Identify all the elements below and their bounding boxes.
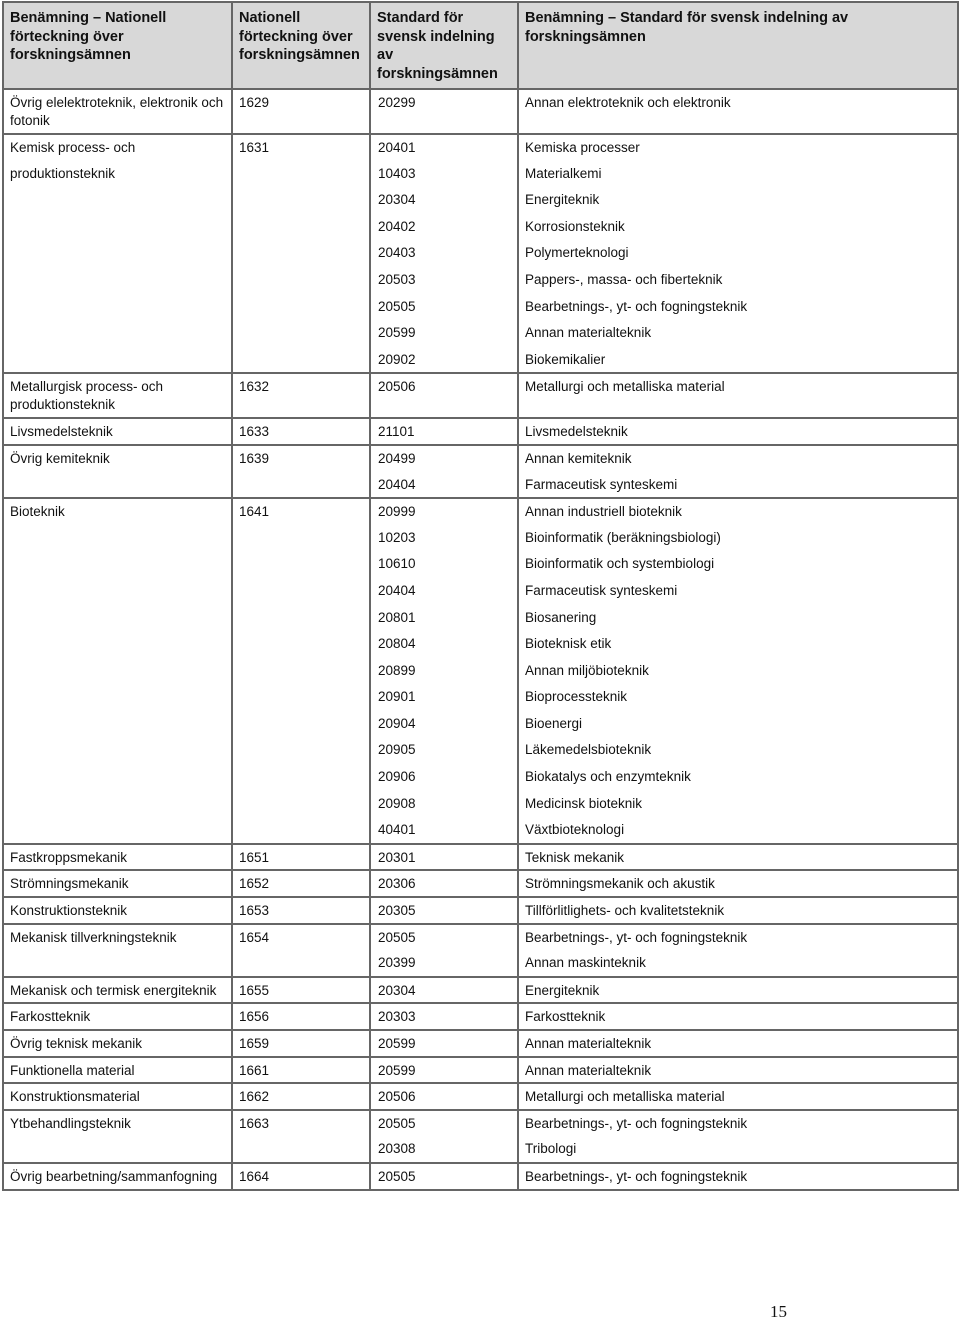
cell-national-code bbox=[232, 187, 370, 214]
cell-standard-name: Farkostteknik bbox=[518, 1003, 958, 1030]
cell-standard-code: 20906 bbox=[370, 764, 518, 791]
cell-standard-code: 20301 bbox=[370, 844, 518, 871]
cell-national-code bbox=[232, 631, 370, 658]
cell-national-name bbox=[3, 605, 232, 632]
cell-standard-name: Farmaceutisk synteskemi bbox=[518, 472, 958, 499]
cell-national-code: 1661 bbox=[232, 1057, 370, 1084]
table-row bbox=[3, 924, 958, 951]
cell-national-code bbox=[232, 294, 370, 321]
cell-national-name: Metallurgisk process- och produktionsteknik bbox=[3, 373, 232, 418]
cell-national-code: 1632 bbox=[232, 373, 370, 418]
cell-standard-name: Annan elektroteknik och elektronik bbox=[518, 89, 958, 134]
cell-national-name bbox=[3, 711, 232, 738]
cell-standard-name: Tillförlitlighets- och kvalitetsteknik bbox=[518, 897, 958, 924]
cell-national-code bbox=[232, 347, 370, 374]
cell-standard-code: 20505 bbox=[370, 294, 518, 321]
table-row bbox=[3, 658, 958, 685]
cell-national-name: Fastkroppsmekanik bbox=[3, 844, 232, 871]
cell-national-name bbox=[3, 240, 232, 267]
cell-national-name: Mekanisk tillverkningsteknik bbox=[3, 924, 232, 951]
cell-national-name bbox=[3, 347, 232, 374]
cell-standard-name: Metallurgi och metalliska material bbox=[518, 373, 958, 418]
cell-standard-name: Annan maskinteknik bbox=[518, 950, 958, 977]
cell-standard-code: 20506 bbox=[370, 1083, 518, 1110]
table-row bbox=[3, 373, 958, 418]
table-row bbox=[3, 1163, 958, 1190]
cell-national-name: Konstruktionsmaterial bbox=[3, 1083, 232, 1110]
table-row bbox=[3, 737, 958, 764]
table-row bbox=[3, 844, 958, 871]
cell-national-code bbox=[232, 578, 370, 605]
cell-standard-name: Annan materialteknik bbox=[518, 320, 958, 347]
table-row bbox=[3, 1030, 958, 1057]
table-row bbox=[3, 418, 958, 445]
table-row bbox=[3, 187, 958, 214]
cell-national-name: Övrig elelektroteknik, elektronik och fotonik bbox=[3, 89, 232, 134]
cell-national-code bbox=[232, 817, 370, 844]
cell-standard-code: 20305 bbox=[370, 897, 518, 924]
cell-standard-code: 20904 bbox=[370, 711, 518, 738]
cell-standard-name: Livsmedelsteknik bbox=[518, 418, 958, 445]
cell-national-code bbox=[232, 214, 370, 241]
cell-standard-name: Bioinformatik och systembiologi bbox=[518, 551, 958, 578]
table-row bbox=[3, 897, 958, 924]
table-row bbox=[3, 551, 958, 578]
cell-national-code bbox=[232, 737, 370, 764]
cell-standard-code: 10610 bbox=[370, 551, 518, 578]
cell-standard-code: 20506 bbox=[370, 373, 518, 418]
cell-standard-code: 20399 bbox=[370, 950, 518, 977]
cell-standard-name: Bearbetnings-, yt- och fogningsteknik bbox=[518, 294, 958, 321]
cell-national-code: 1662 bbox=[232, 1083, 370, 1110]
cell-national-code: 1655 bbox=[232, 977, 370, 1004]
cell-national-code bbox=[232, 525, 370, 552]
header-national-code: Nationell förteckning över forskningsämnen bbox=[232, 2, 370, 89]
cell-national-code bbox=[232, 658, 370, 685]
cell-standard-code: 20999 bbox=[370, 498, 518, 525]
cell-standard-code: 20304 bbox=[370, 187, 518, 214]
cell-national-name: Strömningsmekanik bbox=[3, 870, 232, 897]
table-row bbox=[3, 240, 958, 267]
cell-national-name: produktionsteknik bbox=[3, 161, 232, 188]
research-subjects-table bbox=[2, 1, 959, 1191]
header-standard-code: Standard för svensk indelning av forskningsämnen bbox=[370, 2, 518, 89]
cell-standard-name: Energiteknik bbox=[518, 977, 958, 1004]
cell-standard-code: 20599 bbox=[370, 1057, 518, 1084]
cell-standard-name: Kemiska processer bbox=[518, 134, 958, 161]
cell-national-code bbox=[232, 711, 370, 738]
cell-national-name bbox=[3, 525, 232, 552]
cell-standard-name: Biokatalys och enzymteknik bbox=[518, 764, 958, 791]
cell-national-code: 1653 bbox=[232, 897, 370, 924]
cell-standard-name: Annan kemiteknik bbox=[518, 445, 958, 472]
cell-standard-code: 20902 bbox=[370, 347, 518, 374]
cell-national-code bbox=[232, 161, 370, 188]
cell-national-code bbox=[232, 240, 370, 267]
cell-standard-code: 20303 bbox=[370, 1003, 518, 1030]
header-row bbox=[3, 2, 958, 89]
cell-standard-code: 20505 bbox=[370, 924, 518, 951]
cell-national-name bbox=[3, 551, 232, 578]
cell-standard-name: Energiteknik bbox=[518, 187, 958, 214]
table-row bbox=[3, 214, 958, 241]
cell-national-name: Livsmedelsteknik bbox=[3, 418, 232, 445]
cell-national-name bbox=[3, 950, 232, 977]
cell-standard-name: Bioinformatik (beräkningsbiologi) bbox=[518, 525, 958, 552]
cell-national-code: 1633 bbox=[232, 418, 370, 445]
cell-standard-code: 20306 bbox=[370, 870, 518, 897]
cell-national-code bbox=[232, 791, 370, 818]
cell-national-name bbox=[3, 764, 232, 791]
cell-national-code: 1629 bbox=[232, 89, 370, 134]
cell-standard-code: 40401 bbox=[370, 817, 518, 844]
cell-national-name bbox=[3, 631, 232, 658]
cell-national-name bbox=[3, 320, 232, 347]
table-row bbox=[3, 445, 958, 472]
cell-standard-name: Tribologi bbox=[518, 1136, 958, 1163]
cell-standard-name: Farmaceutisk synteskemi bbox=[518, 578, 958, 605]
cell-national-name bbox=[3, 1136, 232, 1163]
cell-national-code: 1631 bbox=[232, 134, 370, 161]
table-row bbox=[3, 320, 958, 347]
cell-national-code bbox=[232, 320, 370, 347]
cell-standard-name: Läkemedelsbioteknik bbox=[518, 737, 958, 764]
cell-national-name: Övrig kemiteknik bbox=[3, 445, 232, 472]
cell-standard-name: Pappers-, massa- och fiberteknik bbox=[518, 267, 958, 294]
cell-national-name bbox=[3, 267, 232, 294]
cell-standard-code: 20908 bbox=[370, 791, 518, 818]
cell-standard-code: 20505 bbox=[370, 1110, 518, 1137]
cell-standard-code: 20899 bbox=[370, 658, 518, 685]
cell-national-code bbox=[232, 1136, 370, 1163]
cell-standard-code: 20503 bbox=[370, 267, 518, 294]
cell-national-name: Bioteknik bbox=[3, 498, 232, 525]
table-row bbox=[3, 267, 958, 294]
table-body bbox=[3, 89, 958, 1190]
table-row bbox=[3, 1136, 958, 1163]
cell-national-name bbox=[3, 791, 232, 818]
cell-standard-name: Materialkemi bbox=[518, 161, 958, 188]
table-row bbox=[3, 525, 958, 552]
cell-standard-name: Bearbetnings-, yt- och fogningsteknik bbox=[518, 1110, 958, 1137]
cell-standard-code: 20804 bbox=[370, 631, 518, 658]
cell-standard-name: Teknisk mekanik bbox=[518, 844, 958, 871]
cell-standard-code: 20304 bbox=[370, 977, 518, 1004]
cell-national-code bbox=[232, 267, 370, 294]
table-row bbox=[3, 347, 958, 374]
cell-standard-name: Växtbioteknologi bbox=[518, 817, 958, 844]
cell-standard-code: 20404 bbox=[370, 578, 518, 605]
cell-national-name bbox=[3, 817, 232, 844]
cell-national-code bbox=[232, 472, 370, 499]
cell-standard-code: 20402 bbox=[370, 214, 518, 241]
cell-national-name bbox=[3, 472, 232, 499]
cell-standard-code: 20505 bbox=[370, 1163, 518, 1190]
table-row bbox=[3, 684, 958, 711]
cell-national-code bbox=[232, 764, 370, 791]
cell-national-code: 1652 bbox=[232, 870, 370, 897]
cell-standard-name: Bioenergi bbox=[518, 711, 958, 738]
cell-national-name bbox=[3, 187, 232, 214]
cell-standard-code: 20801 bbox=[370, 605, 518, 632]
cell-standard-code: 20403 bbox=[370, 240, 518, 267]
cell-national-code: 1651 bbox=[232, 844, 370, 871]
cell-standard-code: 20308 bbox=[370, 1136, 518, 1163]
cell-national-name: Konstruktionsteknik bbox=[3, 897, 232, 924]
table-row bbox=[3, 631, 958, 658]
cell-standard-code: 20901 bbox=[370, 684, 518, 711]
table-row bbox=[3, 1057, 958, 1084]
cell-national-name: Kemisk process- och bbox=[3, 134, 232, 161]
cell-standard-name: Polymerteknologi bbox=[518, 240, 958, 267]
table-row bbox=[3, 870, 958, 897]
header-standard-name: Benämning – Standard för svensk indelning av forskningsämnen bbox=[518, 2, 958, 89]
table-row bbox=[3, 605, 958, 632]
cell-national-name: Övrig bearbetning/sammanfogning bbox=[3, 1163, 232, 1190]
cell-national-code bbox=[232, 684, 370, 711]
cell-national-name: Farkostteknik bbox=[3, 1003, 232, 1030]
table-row bbox=[3, 817, 958, 844]
table-row bbox=[3, 294, 958, 321]
cell-standard-code: 20599 bbox=[370, 320, 518, 347]
cell-national-code: 1656 bbox=[232, 1003, 370, 1030]
table-row bbox=[3, 134, 958, 161]
table-row bbox=[3, 950, 958, 977]
table-row bbox=[3, 161, 958, 188]
table-row bbox=[3, 472, 958, 499]
cell-national-code bbox=[232, 605, 370, 632]
cell-standard-name: Strömningsmekanik och akustik bbox=[518, 870, 958, 897]
cell-standard-name: Bioteknisk etik bbox=[518, 631, 958, 658]
cell-standard-name: Annan industriell bioteknik bbox=[518, 498, 958, 525]
cell-standard-code: 10403 bbox=[370, 161, 518, 188]
cell-standard-name: Bioprocessteknik bbox=[518, 684, 958, 711]
cell-standard-name: Medicinsk bioteknik bbox=[518, 791, 958, 818]
cell-national-code: 1664 bbox=[232, 1163, 370, 1190]
cell-standard-code: 20404 bbox=[370, 472, 518, 499]
table-row bbox=[3, 578, 958, 605]
cell-national-code bbox=[232, 950, 370, 977]
table-row bbox=[3, 1110, 958, 1137]
cell-standard-name: Bearbetnings-, yt- och fogningsteknik bbox=[518, 1163, 958, 1190]
page-number: 15 bbox=[770, 1302, 787, 1321]
cell-standard-name: Metallurgi och metalliska material bbox=[518, 1083, 958, 1110]
cell-standard-name: Korrosionsteknik bbox=[518, 214, 958, 241]
cell-standard-code: 21101 bbox=[370, 418, 518, 445]
cell-standard-name: Bearbetnings-, yt- och fogningsteknik bbox=[518, 924, 958, 951]
table-row bbox=[3, 711, 958, 738]
cell-national-code: 1641 bbox=[232, 498, 370, 525]
cell-national-code: 1639 bbox=[232, 445, 370, 472]
cell-standard-code: 20499 bbox=[370, 445, 518, 472]
table-row bbox=[3, 764, 958, 791]
cell-standard-name: Annan miljöbioteknik bbox=[518, 658, 958, 685]
cell-standard-name: Annan materialteknik bbox=[518, 1030, 958, 1057]
cell-standard-name: Biokemikalier bbox=[518, 347, 958, 374]
cell-national-name: Övrig teknisk mekanik bbox=[3, 1030, 232, 1057]
cell-standard-code: 20401 bbox=[370, 134, 518, 161]
table-row bbox=[3, 498, 958, 525]
table-row bbox=[3, 1003, 958, 1030]
table-header bbox=[3, 2, 958, 89]
cell-national-name bbox=[3, 578, 232, 605]
table-row bbox=[3, 977, 958, 1004]
cell-standard-code: 10203 bbox=[370, 525, 518, 552]
header-national-name: Benämning – Nationell förteckning över forskningsämnen bbox=[3, 2, 232, 89]
cell-standard-code: 20599 bbox=[370, 1030, 518, 1057]
cell-national-code: 1659 bbox=[232, 1030, 370, 1057]
cell-national-name bbox=[3, 658, 232, 685]
cell-national-code: 1654 bbox=[232, 924, 370, 951]
cell-standard-code: 20299 bbox=[370, 89, 518, 134]
cell-national-code: 1663 bbox=[232, 1110, 370, 1137]
table-row bbox=[3, 1083, 958, 1110]
cell-standard-code: 20905 bbox=[370, 737, 518, 764]
cell-national-name bbox=[3, 214, 232, 241]
cell-standard-name: Biosanering bbox=[518, 605, 958, 632]
table-row bbox=[3, 791, 958, 818]
table-row bbox=[3, 89, 958, 134]
cell-national-name bbox=[3, 294, 232, 321]
cell-national-name: Mekanisk och termisk energiteknik bbox=[3, 977, 232, 1004]
cell-national-name: Funktionella material bbox=[3, 1057, 232, 1084]
cell-national-name bbox=[3, 737, 232, 764]
cell-national-name: Ytbehandlingsteknik bbox=[3, 1110, 232, 1137]
cell-standard-name: Annan materialteknik bbox=[518, 1057, 958, 1084]
cell-national-name bbox=[3, 684, 232, 711]
cell-national-code bbox=[232, 551, 370, 578]
